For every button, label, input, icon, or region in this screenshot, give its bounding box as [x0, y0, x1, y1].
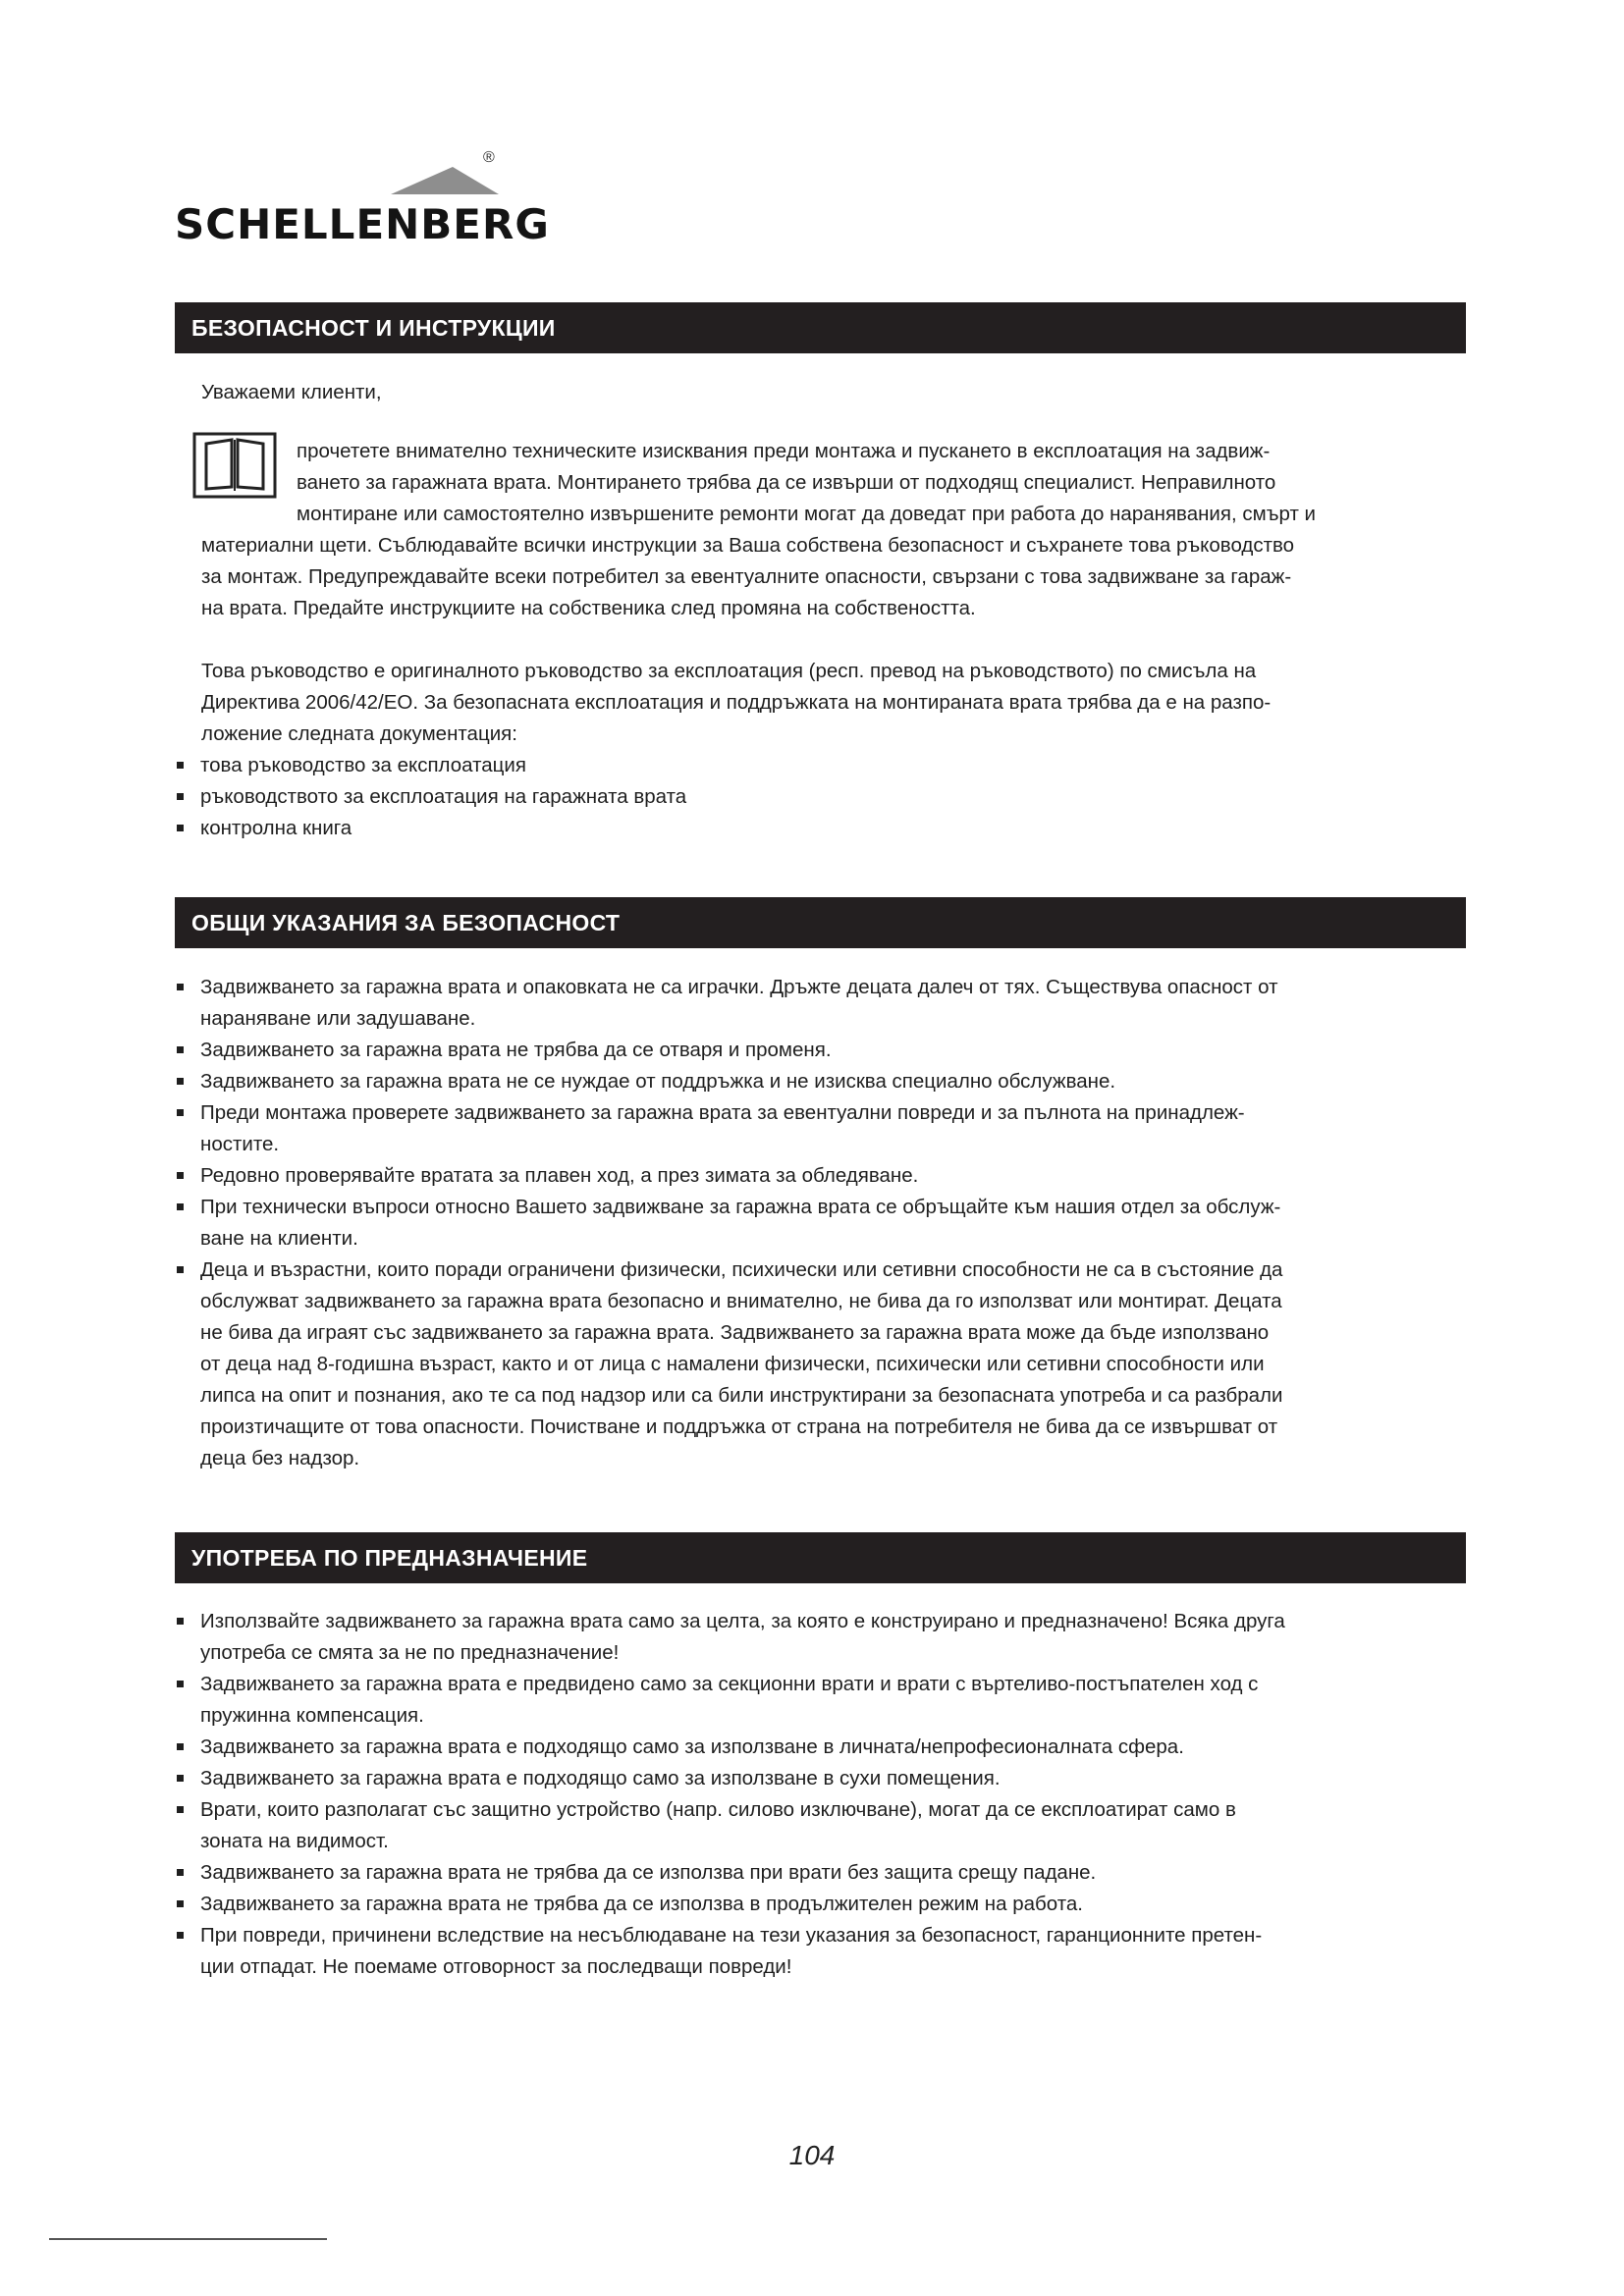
general-safety-text: Задвижването за гаражна врата и опаковката не са играчки. Дръжте децата далеч от тях. Съществува опасност от — [200, 976, 1278, 998]
bullet-icon — [177, 1869, 184, 1876]
general-safety-text: от деца над 8-годишна възраст, както и от лица с намалени физически, психически или сетивни способности или — [200, 1353, 1265, 1375]
general-safety-text: не бива да играят със задвижването за гаражна врата. Задвижването за гаражна врата може да бъде използвано — [200, 1321, 1270, 1344]
bullet-icon — [177, 762, 184, 769]
bullet-icon — [177, 1203, 184, 1210]
bullet-icon — [177, 1109, 184, 1116]
intended-use-text: Задвижването за гаражна врата не трябва да се използва в продължителен режим на работа. — [200, 1893, 1083, 1915]
intended-use-text: При повреди, причинени вследствие на несъблюдаване на тези указания за безопасност, гаранционните претен- — [200, 1924, 1263, 1947]
bullet-icon — [177, 1932, 184, 1939]
intended-use-text: Използвайте задвижването за гаражна врата само за целта, за която е конструирано и предназначено! Всяка друга — [200, 1610, 1285, 1632]
general-safety-text: деца без надзор. — [200, 1447, 360, 1469]
general-safety-text: Деца и възрастни, които поради ограничени физически, психически или сетивни способности не са в състояние да — [200, 1258, 1283, 1281]
intended-use-text: Врати, които разполагат със защитно устройство (напр. силово изключване), могат да се експлоатират само в — [200, 1798, 1236, 1821]
intended-use-text: ции отпадат. Не поемаме отговорност за последващи повреди! — [200, 1955, 792, 1978]
general-safety-item — [177, 972, 1473, 1035]
general-safety-text: Задвижването за гаражна врата не трябва да се отваря и променя. — [200, 1039, 832, 1061]
section-title-general: ОБЩИ УКАЗАНИЯ ЗА БЕЗОПАСНОСТ — [175, 897, 1466, 948]
intended-use-item — [177, 1606, 1473, 1669]
bullet-icon — [177, 1046, 184, 1053]
registered-mark: ® — [483, 149, 495, 166]
roof-logo-icon — [175, 155, 499, 204]
intended-use-text: употреба се смята за не по предназначение! — [200, 1641, 620, 1664]
intended-use-text: Задвижването за гаражна врата не трябва да се използва при врати без защита срещу падане. — [200, 1861, 1097, 1884]
footer-rule — [49, 2238, 327, 2240]
bullet-icon — [177, 1775, 184, 1782]
intended-use-item — [177, 1794, 1473, 1857]
intro-line: ването за гаражната врата. Монтирането трябва да се извърши от подходящ специалист. Неправилното — [297, 471, 1276, 494]
general-safety-text: липса на опит и познания, ако те са под надзор или са били инструктирани за безопасната употреба и са разбрали — [200, 1384, 1283, 1407]
intro-line: материални щети. Съблюдавайте всички инструкции за Ваша собствена безопасност и съхранете това ръководство — [201, 534, 1295, 557]
book-icon — [192, 432, 277, 499]
bullet-icon — [177, 1806, 184, 1813]
bullet-icon — [177, 1618, 184, 1625]
intended-use-item — [177, 1763, 1473, 1794]
intended-use-item — [177, 1857, 1473, 1889]
doc-list-text: това ръководство за експлоатация — [200, 754, 526, 776]
brand-name: SCHELLENBERG — [175, 200, 550, 248]
general-safety-text: Редовно проверявайте вратата за плавен ход, а през зимата за обледяване. — [200, 1164, 919, 1187]
intended-use-item — [177, 1920, 1473, 1983]
bullet-icon — [177, 984, 184, 990]
bullet-icon — [177, 1172, 184, 1179]
directive-line: ложение следната документация: — [201, 722, 517, 745]
bullet-icon — [177, 825, 184, 831]
doc-list-text: ръководството за експлоатация на гаражната врата — [200, 785, 687, 808]
general-safety-item — [177, 1255, 1473, 1474]
intended-use-text: зоната на видимост. — [200, 1830, 389, 1852]
intended-use-text: Задвижването за гаражна врата е подходящо само за използване в сухи помещения. — [200, 1767, 1001, 1789]
intro-line: на врата. Предайте инструкциите на собственика след промяна на собствеността. — [201, 597, 976, 619]
intended-use-text: Задвижването за гаражна врата е предвидено само за секционни врати и врати с въртеливо-постъпателен ход с — [200, 1673, 1259, 1695]
bullet-icon — [177, 1900, 184, 1907]
intro-line: монтиране или самостоятелно извършените ремонти могат да доведат при работа до наранявания, смърт и — [297, 503, 1317, 525]
intended-use-item — [177, 1669, 1473, 1732]
intro-line: за монтаж. Предупреждавайте всеки потребител за евентуалните опасности, свързани с това задвижване за гараж- — [201, 565, 1292, 588]
general-safety-item — [177, 1192, 1473, 1255]
doc-list-text: контролна книга — [200, 817, 352, 839]
section-title-safety: БЕЗОПАСНОСТ И ИНСТРУКЦИИ — [175, 302, 1466, 353]
bullet-icon — [177, 1078, 184, 1085]
bullet-icon — [177, 1681, 184, 1687]
general-safety-text: произтичащите от това опасности. Почистване и поддръжка от страна на потребителя не бива да се извършват от — [200, 1415, 1278, 1438]
general-safety-text: Задвижването за гаражна врата не се нуждае от поддръжка и не изисква специално обслужване. — [200, 1070, 1116, 1093]
intended-use-item — [177, 1889, 1473, 1920]
general-safety-item — [177, 1035, 1473, 1066]
general-safety-text: ване на клиенти. — [200, 1227, 358, 1250]
intro-line: прочетете внимателно техническите изисквания преди монтажа и пускането в експлоатация на задвиж- — [297, 440, 1271, 462]
greeting: Уважаеми клиенти, — [201, 381, 382, 403]
general-safety-text: нараняване или задушаване. — [200, 1007, 476, 1030]
general-safety-text: обслужват задвижването за гаражна врата безопасно и внимателно, не бива да го използват или монтират. Децата — [200, 1290, 1282, 1312]
directive-line: Това ръководство е оригиналното ръководство за експлоатация (респ. превод на ръководството) по смисъла на — [201, 660, 1257, 682]
general-safety-item — [177, 1097, 1473, 1160]
section-title-usage: УПОТРЕБА ПО ПРЕДНАЗНАЧЕНИЕ — [175, 1532, 1466, 1583]
general-safety-text: Преди монтажа проверете задвижването за гаражна врата за евентуални повреди и за пълнота на принадлеж- — [200, 1101, 1245, 1124]
general-safety-item — [177, 1066, 1473, 1097]
bullet-icon — [177, 1266, 184, 1273]
page-number: 104 — [788, 2140, 836, 2170]
intended-use-text: Задвижването за гаражна врата е подходящо само за използване в личната/непрофесионалната сфера. — [200, 1735, 1184, 1758]
brand-logo — [175, 149, 550, 248]
general-safety-text: ностите. — [200, 1133, 280, 1155]
general-safety-text: При технически въпроси относно Вашето задвижване за гаражна врата се обръщайте към нашия отдел за обслуж- — [200, 1196, 1281, 1218]
intended-use-item — [177, 1732, 1473, 1763]
bullet-icon — [177, 793, 184, 800]
bullet-icon — [177, 1743, 184, 1750]
general-safety-item — [177, 1160, 1473, 1192]
intended-use-text: пружинна компенсация. — [200, 1704, 424, 1727]
directive-line: Директива 2006/42/ЕО. За безопасната експлоатация и поддръжката на монтираната врата трябва да е на разпо- — [201, 691, 1272, 714]
